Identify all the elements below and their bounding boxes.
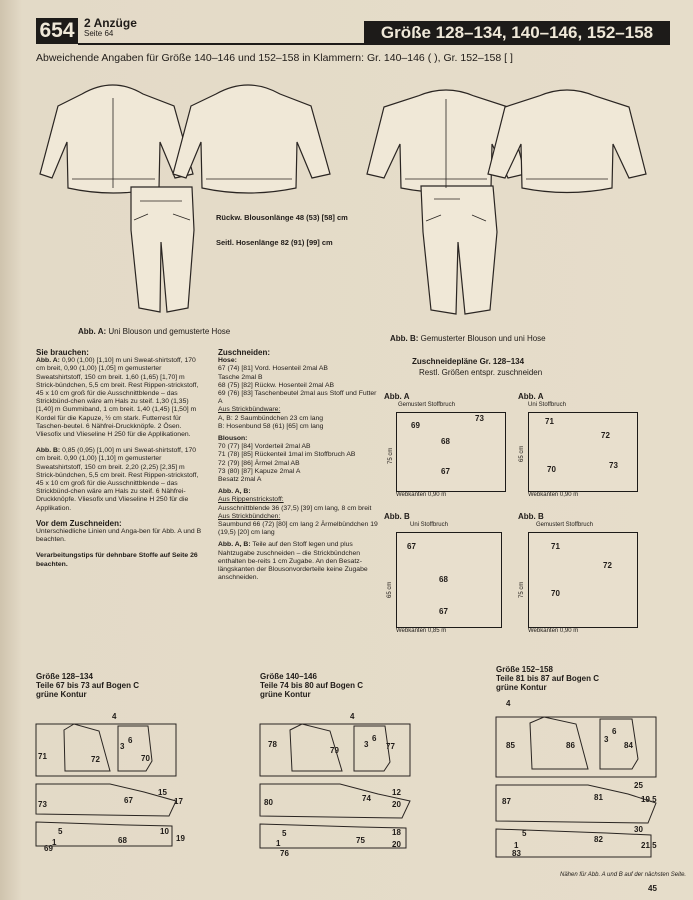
before-cut-heading: Vor dem Zuschneiden: (36, 518, 122, 528)
pattern-number: 3 (120, 742, 125, 751)
hose-items (218, 365, 380, 406)
pattern-number: 75 (356, 836, 365, 845)
piece-number: 70 (547, 465, 556, 474)
piece-number: 70 (551, 589, 560, 598)
selvedge-label: Webkanten 0,90 m (396, 492, 447, 498)
fabric-layout (396, 532, 502, 628)
pattern-number: 4 (506, 699, 511, 708)
pattern-size: Größe 152–158 (496, 665, 553, 674)
pattern-number: 3 (364, 740, 369, 749)
piece-number: 67 (439, 607, 448, 616)
fold-label: Uni Stoffbruch (528, 402, 566, 408)
layout-panel-b-patterned (518, 512, 652, 636)
fabric-layout (396, 412, 506, 492)
pattern-number: 85 (506, 741, 515, 750)
pattern-number: 19 (176, 834, 185, 843)
blouson-item: 71 (78) [85] Rückenteil 1mal im Stoffbruch AB (218, 451, 356, 459)
pattern-number: 21.5 (641, 841, 657, 850)
bund-text: Saumbund 66 (72) [80] cm lang 2 Ärmelbündchen 19 (19,5) [20] cm lang (218, 521, 378, 537)
final-cutting-note: Abb. A, B: Teile auf den Stoff legen und plus Nahtzugabe zuschneiden – die Strickbündchen enthalten be-reits 1 cm Zugabe. An den Besatz-längskanten der Blousonvorderteile keine Zugabe anschneiden. (218, 541, 368, 582)
pattern-number: 3 (604, 735, 609, 744)
pattern-number: 5 (58, 827, 63, 836)
pattern-number: 17 (174, 797, 183, 806)
selvedge-label: Webkanten 0,90 m (528, 628, 579, 634)
cutting-heading: Zuschneiden: (218, 348, 271, 357)
layout-subheading: Restl. Größen entspr. zuschneiden (419, 368, 543, 377)
layout-panel-a-uni (518, 392, 652, 500)
before-cut-text: Unterschiedliche Linien und Anga-ben für Abb. A und B beachten. (36, 528, 202, 544)
pattern-number: 6 (372, 734, 377, 743)
layout-panel-a-patterned (384, 392, 518, 500)
pattern-diagram-152 (496, 699, 656, 859)
pattern-number: 72 (91, 755, 100, 764)
hooded-jacket-front (40, 85, 193, 193)
rippen-text: Ausschnittblende 36 (37,5) [39] cm lang, 8 cm breit (218, 504, 372, 512)
size-banner: Größe 128–134, 140–146, 152–158 (364, 21, 670, 45)
rippen-heading: Aus Rippenstrickstoff: (218, 496, 284, 504)
pattern-number: 78 (268, 740, 277, 749)
materials-abb-b: Abb. B: 0,85 (0,95) [1,00] m uni Sweat-shirtstoff, 170 cm breit. 0,90 (1,00) [1,10] m gemusterter Sweatshirtstoff, 150 cm breit. 2,20 (2,25) [2,35] m Strick-bündchen, 5,5 cm breit. Rest Rippen-strickstoff, 45 x 10 cm groß für die Ausschnittblende – das Strickbünd-chen wäre am Hals zu steif. 6 Nähfrei-Druckknöpfe. Vliesofix und Vlieseline H 250 für die Applikation. (36, 447, 199, 512)
piece-number: 71 (551, 542, 560, 551)
pattern-number: 4 (350, 712, 355, 721)
materials-heading: Sie brauchen: (36, 348, 89, 357)
pattern-number: 70 (141, 754, 150, 763)
pattern-number: 86 (566, 741, 575, 750)
piece-number: 73 (609, 461, 618, 470)
pattern-number: 20 (392, 800, 401, 809)
piece-number: 72 (601, 431, 610, 440)
pattern-contour: grüne Kontur (36, 690, 87, 699)
piece-number: 73 (475, 414, 484, 423)
page-footer-number: 45 (648, 884, 657, 893)
blouson-heading: Blouson: (218, 435, 248, 443)
pattern-number: 73 (38, 800, 47, 809)
fold-label: Uni Stoffbruch (410, 522, 448, 528)
strick-heading: Aus Strickbündware: (218, 406, 281, 414)
fabric-layout (528, 412, 638, 492)
layout-heading: Zuschneidepläne Gr. 128–134 (412, 357, 525, 366)
pattern-parts: Teile 74 bis 80 auf Bogen C (260, 681, 363, 690)
hose-item: 68 (75) [82] Rückw. Hosenteil 2mal AB (218, 381, 335, 389)
blouse-length: Rückw. Blousonlänge 48 (53) [58] cm (216, 213, 348, 222)
layout-panel-b-uni (384, 512, 518, 636)
category-label: 2 Anzüge (84, 16, 137, 30)
blouson-item: 70 (77) [84] Vorderteil 2mal AB (218, 443, 311, 451)
pattern-number: 87 (502, 797, 511, 806)
pattern-number: 18 (392, 828, 401, 837)
pattern-diagram-128 (36, 706, 176, 856)
width-label: 65 cm (519, 445, 525, 462)
pattern-number: 4 (112, 712, 117, 721)
pattern-number: 76 (280, 849, 289, 858)
pattern-contour: grüne Kontur (260, 690, 311, 699)
hose-item: 69 (76) [83] Taschenbeutel 2mal aus Stoff und Futter A (218, 390, 377, 406)
plain-pants (131, 187, 194, 312)
pattern-parts: Teile 81 bis 87 auf Bogen C (496, 674, 599, 683)
width-label: 65 cm (387, 581, 393, 598)
materials-abb-a: Abb. A: 0,90 (1,00) [1,10] m uni Sweat-shirtstoff, 170 cm breit, 0,90 (1,00) [1,05] m gemusterter Sweatshirtstoff, 150 cm breit. 1,60 (1,65) [1,70] m Strick-bündchen, 5,5 cm breit. Rest Rippen-strickstoff, 45 x 10 cm groß für die Ausschnittblende – das Strickbünd-chen wäre am Hals zu steif. 1,30 (1,35) [1,40] m Gummiband, 1 cm breit. 1,40 (1,45) [1,50] m Kordel für die Kapuze, ½ cm stark. Futterrest für Taschen-beutel. 6 Nähfrei-Druckknöpfe. 2 Ösen. Vliesofix und Vlieseline H 250 für die Applikationen. (36, 357, 199, 439)
blouson-item: Besatz 2mal A (218, 476, 262, 484)
hose-heading: Hose: (218, 357, 237, 365)
intro-note: Abweichende Angaben für Größe 140–146 und 152–158 in Klammern: Gr. 140–146 ( ), Gr. 152–158 [ ] (36, 52, 513, 64)
strick-b: B: Hosenbund 58 (61) [65] cm lang (218, 422, 324, 430)
pattern-number: 80 (264, 798, 273, 807)
blouson-item: 72 (79) [86] Ärmel 2mal AB (218, 459, 300, 467)
pattern-number: 6 (612, 727, 617, 736)
pattern-number: 81 (594, 793, 603, 802)
pattern-size: Größe 128–134 (36, 672, 93, 681)
piece-number: 67 (441, 467, 450, 476)
strick-a: A, B: 2 Saumbündchen 23 cm lang (218, 414, 324, 422)
panel-title: Abb. B (384, 512, 410, 521)
pattern-page-size-128 (36, 672, 186, 862)
pattern-page-size-152 (496, 665, 660, 870)
pattern-number: 83 (512, 849, 521, 858)
hose-item: 67 (74) [81] Vord. Hosenteil 2mal AB (218, 365, 328, 373)
panel-title: Abb. B (518, 512, 544, 521)
pattern-parts: Teile 67 bis 73 auf Bogen C (36, 681, 139, 690)
piece-number: 68 (441, 437, 450, 446)
pattern-number: 67 (124, 796, 133, 805)
panel-title: Abb. A (518, 392, 544, 401)
fold-label: Gemustert Stoffbruch (536, 522, 593, 528)
selvedge-label: Webkanten 0,90 m (528, 492, 579, 498)
bund-heading: Aus Strickbündchen: (218, 512, 281, 520)
selvedge-label: Webkanten 0,85 m (396, 628, 447, 634)
patterned-pants (421, 186, 497, 314)
pattern-number: 1 (276, 839, 281, 848)
fabric-layout (528, 532, 638, 628)
pattern-number: 5 (522, 829, 527, 838)
blouson-item: 73 (80) [87] Kapuze 2mal A (218, 467, 301, 475)
pattern-number: 82 (594, 835, 603, 844)
pattern-number: 30 (634, 825, 643, 834)
width-label: 75 cm (388, 447, 394, 464)
pattern-size: Größe 140–146 (260, 672, 317, 681)
pattern-number: 69 (44, 844, 53, 853)
piece-number: 67 (407, 542, 416, 551)
pattern-number: 19.5 (641, 795, 657, 804)
cutting-column (218, 349, 380, 582)
pattern-number: 12 (392, 788, 401, 797)
pattern-number: 1 (514, 841, 519, 850)
pattern-number: 1 (52, 838, 57, 847)
piece-number: 71 (545, 417, 554, 426)
pattern-number: 77 (386, 742, 395, 751)
pattern-number: 10 (160, 827, 169, 836)
panel-title: Abb. A (384, 392, 410, 401)
ab-heading: Abb. A, B: (218, 488, 251, 496)
fold-label: Gemustert Stoffbruch (398, 402, 455, 408)
pattern-number: 15 (158, 788, 167, 797)
pattern-number: 74 (362, 794, 371, 803)
pattern-page-size-140 (260, 672, 418, 862)
piece-number: 68 (439, 575, 448, 584)
page-number: 654 (36, 18, 78, 44)
pattern-number: 6 (128, 736, 133, 745)
garment-illustrations (40, 76, 660, 336)
pattern-number: 68 (118, 836, 127, 845)
pants-length: Seitl. Hosenlänge 82 (91) [99] cm (216, 238, 333, 247)
piece-number: 72 (603, 561, 612, 570)
hooded-jacket-back (173, 85, 330, 193)
pattern-number: 84 (624, 741, 633, 750)
pattern-number: 20 (392, 840, 401, 849)
pattern-number: 79 (330, 746, 339, 755)
pattern-number: 5 (282, 829, 287, 838)
piece-number: 69 (411, 421, 420, 430)
pattern-number: 25 (634, 781, 643, 790)
materials-column (36, 349, 204, 569)
pattern-number: 71 (38, 752, 47, 761)
processing-tip: Verarbeitungstips für dehnbare Stoffe auf Seite 26 beachten. (36, 552, 198, 568)
caption-a: Abb. A: Uni Blouson und gemusterte Hose (78, 327, 231, 336)
footer-note: Nähen für Abb. A und B auf der nächsten Seite. (560, 872, 687, 878)
caption-b: Abb. B: Gemusterter Blouson und uni Hose (390, 334, 546, 343)
width-label: 75 cm (519, 581, 525, 598)
hose-item: Tasche 2mal B (218, 373, 263, 381)
reference-label: Seite 64 (84, 29, 114, 38)
pattern-contour: grüne Kontur (496, 683, 547, 692)
